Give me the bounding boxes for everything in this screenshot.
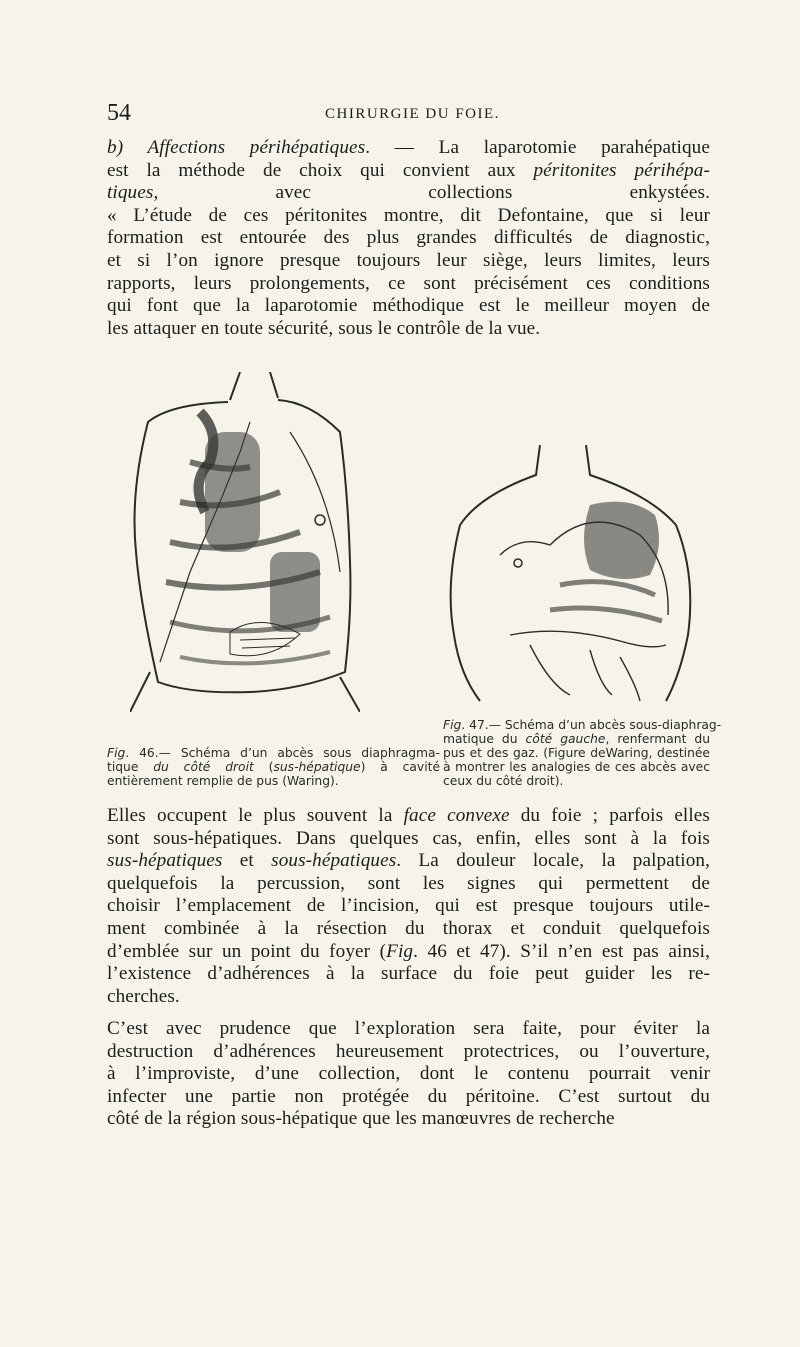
text-run: à l’improviste, d’une collection, dont le contenu pourrait venir xyxy=(107,1063,710,1085)
text-line xyxy=(107,160,710,183)
text-line xyxy=(107,137,710,160)
text-line xyxy=(443,746,710,760)
text-line xyxy=(107,205,710,228)
text-line xyxy=(107,1018,710,1041)
text-run: ment combinée à la résection du thorax et conduit quelquefois xyxy=(107,917,710,939)
text-run: les attaquer en toute sécurité, sous le contrôle de la vue. xyxy=(107,317,541,339)
text-run: pus et des gaz. (Figure deWaring, destinée xyxy=(443,746,710,760)
text-run: « L’étude de ces péritonites montre, dit Defontaine, que si leur xyxy=(107,204,710,226)
text-run: , renfermant du xyxy=(605,732,710,746)
text-run: destruction d’adhérences heureusement protectrices, ou l’ouverture, xyxy=(107,1040,710,1062)
text-line xyxy=(443,774,710,788)
text-run: . — La laparotomie parahépatique xyxy=(365,137,710,158)
text-run: du côté droit xyxy=(153,760,254,774)
text-run: sus-hépatique xyxy=(273,760,361,774)
text-run: ) à cavité xyxy=(360,760,441,774)
text-line xyxy=(107,873,710,896)
text-run: et xyxy=(222,850,272,872)
text-line xyxy=(107,295,710,318)
text-run: Elles occupent le plus souvent la xyxy=(107,805,404,826)
text-run: et si l’on ignore presque toujours leur siège, leurs limites, leurs xyxy=(107,249,710,271)
text-line xyxy=(107,746,440,760)
text-run: . 46 et 47). S’il n’en est pas ainsi, xyxy=(413,940,710,962)
page-header xyxy=(0,100,800,130)
text-run: est la méthode de choix qui convient aux xyxy=(107,159,534,181)
text-run: ceux du côté droit). xyxy=(443,774,564,788)
text-line xyxy=(107,941,710,964)
text-run: Fig xyxy=(107,746,126,760)
text-line xyxy=(107,1086,710,1109)
text-run: côté gauche xyxy=(525,732,606,746)
text-run: . 46.— Schéma d’un abcès sous diaphragma- xyxy=(125,746,440,760)
text-run: ( xyxy=(253,760,274,774)
text-line xyxy=(107,250,710,273)
text-line xyxy=(107,963,710,986)
text-run: quelquefois la percussion, sont les signes qui permettent de xyxy=(107,872,710,894)
text-run: infecter une partie non protégée du péritoine. C’est surtout du xyxy=(107,1085,710,1107)
text-run: matique du xyxy=(443,732,526,746)
text-line xyxy=(107,1063,710,1086)
text-run: Fig xyxy=(443,718,462,732)
text-line xyxy=(107,986,710,1009)
text-run: formation est entourée des plus grandes difficultés de diagnostic, xyxy=(107,227,710,249)
text-run: entièrement remplie de pus (Waring). xyxy=(107,774,339,788)
text-line xyxy=(443,718,722,732)
paragraph-3 xyxy=(107,1018,710,1131)
figure-47-illustration xyxy=(440,445,710,705)
figure-46-illustration xyxy=(130,372,360,712)
page-number: 54 xyxy=(107,100,131,126)
text-run: sont sous-hépatiques. Dans quelques cas, enfin, elles sont à la fois xyxy=(107,827,710,849)
text-run: b) Affections périhépatiques xyxy=(107,137,366,158)
figure-46-caption xyxy=(107,746,440,788)
text-line xyxy=(443,760,710,774)
text-run: péritonites périhépa- xyxy=(533,159,710,181)
text-run: l’existence d’adhérences à la surface du foie peut guider les re- xyxy=(107,963,710,985)
text-run: cherches. xyxy=(107,985,180,1007)
text-run: Fig xyxy=(386,940,414,962)
text-line xyxy=(107,828,710,851)
text-line xyxy=(107,760,440,774)
text-run: sous-hépatiques xyxy=(271,850,397,872)
text-run: . La douleur locale, la palpation, xyxy=(396,850,710,872)
text-line xyxy=(107,182,710,205)
text-run: tiques xyxy=(107,182,154,204)
paragraph-2 xyxy=(107,805,710,1008)
text-line xyxy=(107,273,710,296)
text-run: du foie ; parfois elles xyxy=(509,805,710,826)
text-line xyxy=(107,895,710,918)
section-b-paragraph xyxy=(107,137,710,340)
text-run: à montrer les analogies de ces abcès avec xyxy=(443,760,710,774)
text-line xyxy=(107,918,710,941)
text-run: côté de la région sous-hépatique que les manœuvres de recherche xyxy=(107,1108,615,1130)
text-line xyxy=(107,1041,710,1064)
figure-47-caption xyxy=(443,718,722,788)
text-run: d’emblée sur un point du foyer ( xyxy=(107,940,387,962)
text-run: face convexe xyxy=(403,805,510,826)
text-line xyxy=(107,805,710,828)
text-run: , avec collections enkystées. xyxy=(153,182,710,204)
text-line xyxy=(107,1108,710,1131)
text-line xyxy=(443,732,710,746)
text-run: . 47.— Schéma d’un abcès sous-diaphrag- xyxy=(461,718,722,732)
text-run: C’est avec prudence que l’exploration sera faite, pour éviter la xyxy=(107,1018,710,1039)
text-run: rapports, leurs prolongements, ce sont précisément ces conditions xyxy=(107,272,710,294)
text-run: qui font que la laparotomie méthodique est le meilleur moyen de xyxy=(107,295,710,317)
text-line xyxy=(107,850,710,873)
text-run: tique xyxy=(107,760,154,774)
text-run: choisir l’emplacement de l’incision, qui est presque toujours utile- xyxy=(107,895,710,917)
running-title: CHIRURGIE DU FOIE. xyxy=(325,106,500,122)
text-line xyxy=(107,227,710,250)
text-line xyxy=(107,318,710,341)
text-line xyxy=(107,774,440,788)
text-run: sus-hépatiques xyxy=(107,850,223,872)
